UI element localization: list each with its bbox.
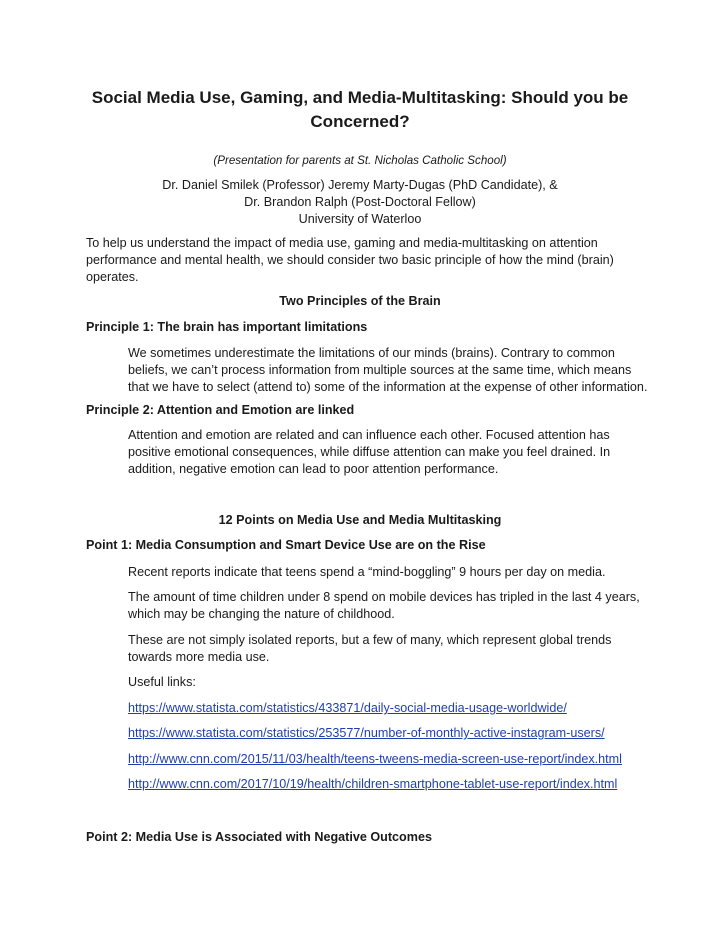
point-1-paragraph: Recent reports indicate that teens spend a “mind-boggling” 9 hours per day on media. [128, 565, 606, 579]
link-statista-instagram[interactable]: https://www.statista.com/statistics/253577/number-of-monthly-active-instagram-users/ [128, 726, 605, 740]
principles-heading: Two Principles of the Brain [279, 294, 441, 308]
link-cnn-2017[interactable]: http://www.cnn.com/2017/10/19/health/children-smartphone-tablet-use-report/index.html [128, 777, 618, 791]
principle-1-body: We sometimes underestimate the limitations of our minds (brains). Contrary to common beliefs, we can’t process information from multiple sources at the same time, which means that we have to select (attend to) some of the information at the expense of other information. [128, 346, 648, 394]
author-line: Dr. Brandon Ralph (Post-Doctoral Fellow) [244, 195, 476, 209]
useful-links-label: Useful links: [128, 675, 196, 689]
link-statista-social-media[interactable]: https://www.statista.com/statistics/433871/daily-social-media-usage-worldwide/ [128, 701, 567, 715]
principle-2-body: Attention and emotion are related and can influence each other. Focused attention has positive emotional consequences, while diffuse attention can make you feel drained. In addition, negative emotion can lead to poor attention performance. [128, 428, 611, 476]
intro-paragraph: To help us understand the impact of media use, gaming and media-multitasking on attention performance and mental health, we should consider two basic principle of how the mind (brain) operates. [86, 236, 614, 284]
affiliation: University of Waterloo [298, 212, 422, 226]
point-1-heading: Point 1: Media Consumption and Smart Device Use are on the Rise [86, 538, 486, 552]
link-cnn-2015[interactable]: http://www.cnn.com/2015/11/03/health/teens-tweens-media-screen-use-report/index.html [128, 752, 622, 766]
document-title: Social Media Use, Gaming, and Media-Multitasking: Should you be Concerned? [91, 88, 629, 131]
document-subtitle: (Presentation for parents at St. Nicholas Catholic School) [213, 154, 507, 167]
author-block [60, 177, 660, 228]
point-1-paragraph: The amount of time children under 8 spend on mobile devices has tripled in the last 4 years, which may be changing the nature of childhood. [128, 590, 640, 621]
principle-1-heading: Principle 1: The brain has important limitations [86, 320, 368, 334]
point-1-paragraph: These are not simply isolated reports, but a few of many, which represent global trends towards more media use. [128, 633, 612, 664]
points-heading: 12 Points on Media Use and Media Multitasking [218, 513, 502, 527]
point-2-heading: Point 2: Media Use is Associated with Negative Outcomes [86, 830, 432, 844]
author-line: Dr. Daniel Smilek (Professor) Jeremy Marty-Dugas (PhD Candidate), & [162, 178, 558, 192]
principle-2-heading: Principle 2: Attention and Emotion are linked [86, 403, 355, 417]
